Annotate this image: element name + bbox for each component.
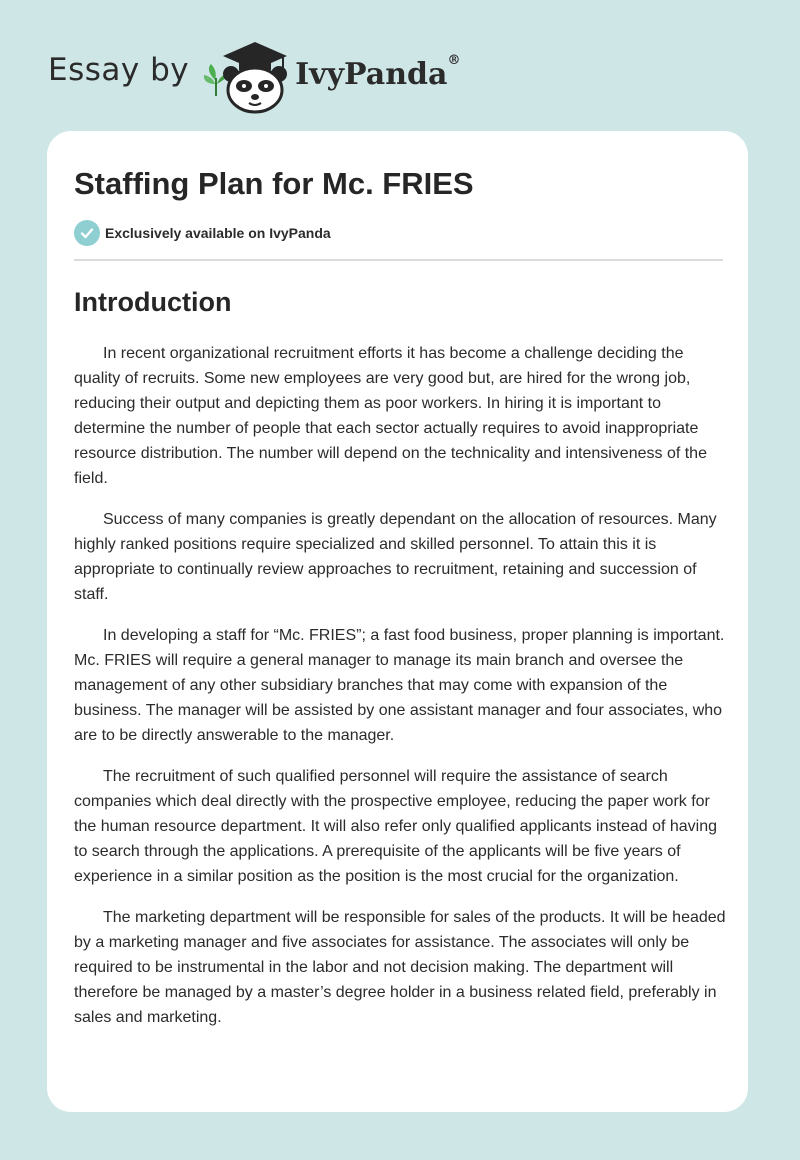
- check-icon: [74, 220, 100, 246]
- registered-mark: ®: [447, 52, 461, 68]
- paragraph: In developing a staff for “Mc. FRIES”; a fast food business, proper planning is important. Mc. FRIES will require a general manager to manage its main branch and oversee the management of any other subsidiary branches that may come with expansion of the business. The manager will be assisted by one assistant manager and four associates, who are to be directly answerable to the manager.: [74, 627, 725, 744]
- paragraph: The marketing department will be responsible for sales of the products. It will be headed by a marketing manager and five associates for assistance. The associates will only be required to be instrumental in the labor and not decision making. The department will therefore be managed by a master’s degree holder in a business related field, preferably in sales and marketing.: [74, 909, 726, 1026]
- paragraph: Success of many companies is greatly dependant on the allocation of resources. Many highly ranked positions require specialized and skilled personnel. To attain this it is appropriate to continually review approaches to recruitment, retaining and succession of staff.: [74, 511, 717, 603]
- page-title: Staffing Plan for Mc. FRIES: [74, 166, 474, 201]
- paragraph: The recruitment of such qualified personnel will require the assistance of search companies which deal directly with the prospective employee, reducing the paper work for the human resource department. It will also refer only qualified applicants instead of having to search through the applications. A prerequisite of the applicants will be five years of experience in a similar position as the position is the most crucial for the organization.: [74, 768, 718, 885]
- paragraph: In recent organizational recruitment efforts it has become a challenge deciding the quality of recruits. Some new employees are very good but, are hired for the wrong job, reducing their output and depicting them as poor workers. In hiring it is important to determine the number of people that each sector actually requires to avoid inappropriate resource distribution. The number will depend on the technicality and intensiveness of the field.: [74, 345, 707, 487]
- essay-by-label: Essay by: [48, 52, 190, 88]
- site-header: [48, 34, 468, 114]
- brand-name: IvyPanda ®: [295, 52, 461, 92]
- badge-label: Exclusively available on IvyPanda: [105, 225, 331, 241]
- divider: [74, 259, 723, 261]
- essay-card: [47, 131, 748, 1112]
- section-heading: Introduction: [74, 287, 232, 317]
- exclusive-badge: [74, 220, 722, 246]
- panda-graduate-icon: [201, 34, 293, 114]
